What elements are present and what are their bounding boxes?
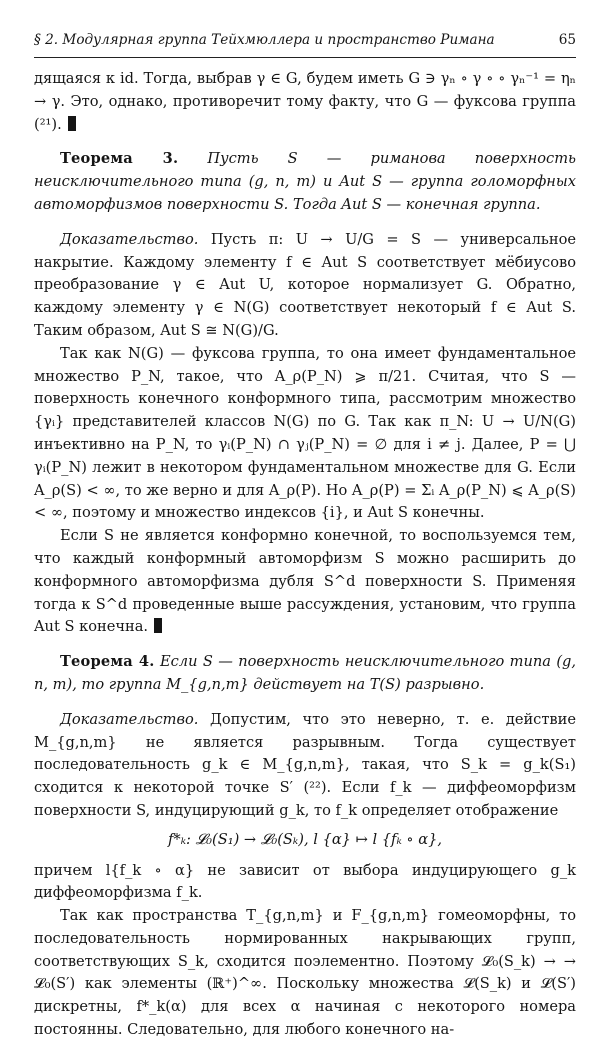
paragraph: причем l{f_k ∘ α} не зависит от выбора индуцирующего g_k диффеоморфизма f_k. — [34, 861, 576, 902]
page-number: 65 — [558, 32, 576, 48]
paragraph: Так как пространства T_{g,n,m} и F_{g,n,m} гомеоморфны, то последовательность нормированных накрывающих групп, соответствующих S_k, сходится поэлементно. Поэтому 𝓛₀(S_k) → → 𝓛₀(S′) как элементы (ℝ⁺)^∞. Поскольку множества 𝓛(S_k) и 𝓛(S′) дискретны, f*_k(α) для всех α начиная с некоторого номера постоянны. Следовательно, для любого конечного на- — [34, 907, 576, 1039]
paragraph — [34, 68, 576, 136]
theorem-statement: Пусть S — риманова поверхность неисключительного типа (g, n, m) и Aut S — группа голоморфных автоморфизмов поверхности S. Тогда Aut S — конечная группа. — [34, 150, 576, 213]
proof-1 — [34, 229, 576, 343]
running-header — [34, 29, 576, 52]
theorem-heading: Теорема 4. — [60, 653, 155, 671]
proof-text: Допустим, что это неверно, т. е. действие M_{g,n,m} не является разрывным. Тогда существует последовательность g_k ∈ M_{g,n,m}, такая, что S_k = g_k(S₁) сходится к некоторой точке S′ (²²). Если f_k — диффеоморфизм поверхности S, индуцирующий g_k, то f_k определяет отображение — [34, 710, 577, 819]
header-rule — [34, 57, 576, 58]
qed-mark — [68, 116, 76, 131]
paragraph: Так как N(G) — фуксова группа, то она имеет фундаментальное множество P_N, такое, что A_ρ(P_N) ⩾ π/21. Считая, что S — поверхность конечного конформного типа, рассмотрим множество {γᵢ} представителей классов N(G) по G. Так как π_N: U → U/N(G) инъективно на P_N, то γᵢ(P_N) ∩ γⱼ(P_N) = ∅ для i ≠ j. Далее, P = ⋃ γᵢ(P_N) лежит в некотором фундаментальном множестве для G. Если A_ρ(S) < ∞, то же верно и для A_ρ(P). Но A_ρ(P) = Σᵢ A_ρ(P_N) ⩽ A_ρ(S) < ∞, поэтому и множество индексов {i}, и Aut S конечны. — [34, 344, 576, 522]
theorem-statement: Если S — поверхность неисключительного типа (g, n, m), то группа M_{g,n,m} действует на T(S) разрывно. — [34, 653, 577, 693]
qed-mark — [154, 618, 162, 633]
theorem-3 — [34, 148, 576, 216]
paragraph-text: дящаяся к id. Тогда, выбрав γ ∈ G, будем иметь G ∋ γₙ ∘ γ ∘ ∘ γₙ⁻¹ = ηₙ → γ. Это, однако, противоречит тому факту, что G — фуксова группа (²¹). — [34, 70, 576, 133]
paragraph-text: Если S не является конформно конечной, то воспользуемся тем, что каждый конформный автоморфизм S можно расширить до конформного автоморфизма дубля S^d поверхности S. Применяя тогда к S^d проведенные выше рассуждения, установим, что группа Aut S конечна. — [34, 527, 576, 636]
running-title: § 2. Модулярная группа Тейхмюллера и пространство Римана — [34, 32, 495, 48]
proof-text: Пусть π: U → U/G = S — универсальное накрытие. Каждому элементу f ∈ Aut S соответствует мёбиусово преобразование γ ∈ Aut U, которое нормализует G. Обратно, каждому элементу γ ∈ N(G) соответствует некоторый f ∈ Aut S. Таким образом, Aut S ≅ N(G)/G. — [34, 230, 576, 339]
page-body — [34, 68, 576, 1042]
paragraph — [34, 525, 576, 639]
display-formula: f*ₖ: 𝓛₀(S₁) → 𝓛₀(Sₖ), l {α} ↦ l {fₖ ∘ α}, — [168, 830, 442, 848]
theorem-4 — [34, 651, 576, 697]
proof-2 — [34, 709, 576, 823]
proof-heading: Доказательство. — [60, 710, 199, 728]
theorem-heading: Теорема 3. — [60, 150, 179, 168]
proof-heading: Доказательство. — [60, 230, 199, 248]
